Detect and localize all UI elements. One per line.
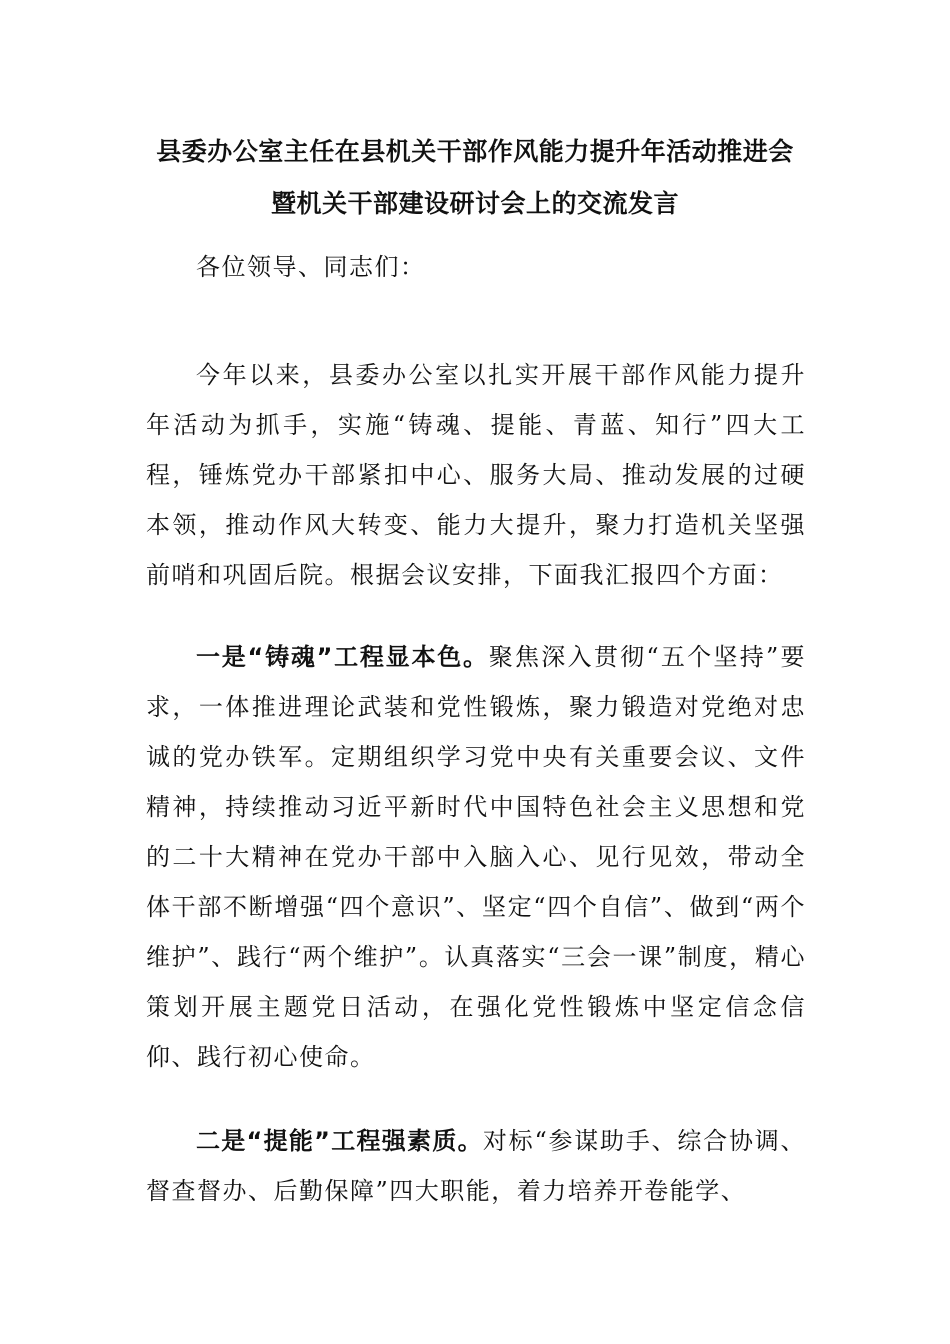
- section-1-paragraph: [146, 632, 806, 1082]
- section-2-body: 对标“参谋助手、综合协调、督查督办、后勤保障”四大职能，着力培养开卷能学、: [146, 1127, 806, 1205]
- section-2-heading: 二是“提能”工程强素质。: [196, 1127, 483, 1155]
- section-1-body: 聚焦深入贯彻“五个坚持”要求，一体推进理论武装和党性锻炼，聚力锻造对党绝对忠诚的党办铁军。定期组织学习党中央有关重要会议、文件精神，持续推动习近平新时代中国特色社会主义思想和党的二十大精神在党办干部中入脑入心、见行见效，带动全体干部不断增强“四个意识”、坚定“四个自信”、做到“两个维护”、践行“两个维护”。认真落实“三会一课”制度，精心策划开展主题党日活动，在强化党性锻炼中坚定信念信仰、践行初心使命。: [146, 643, 806, 1071]
- salutation: 各位领导、同志们：: [196, 253, 426, 281]
- title-line-2: 暨机关干部建设研讨会上的交流发言: [270, 189, 679, 218]
- section-2-paragraph: [146, 1116, 806, 1216]
- intro-paragraph: 今年以来，县委办公室以扎实开展干部作风能力提升年活动为抓手，实施“铸魂、提能、青蓝、知行”四大工程，锤炼党办干部紧扣中心、服务大局、推动发展的过硬本领，推动作风大转变、能力大提升，聚力打造机关坚强前哨和巩固后院。根据会议安排，下面我汇报四个方面：: [146, 361, 806, 589]
- document-title: [100, 126, 850, 230]
- section-1-heading: 一是“铸魂”工程显本色。: [196, 643, 489, 671]
- title-line-1: 县委办公室主任在县机关干部作风能力提升年活动推进会: [156, 137, 794, 166]
